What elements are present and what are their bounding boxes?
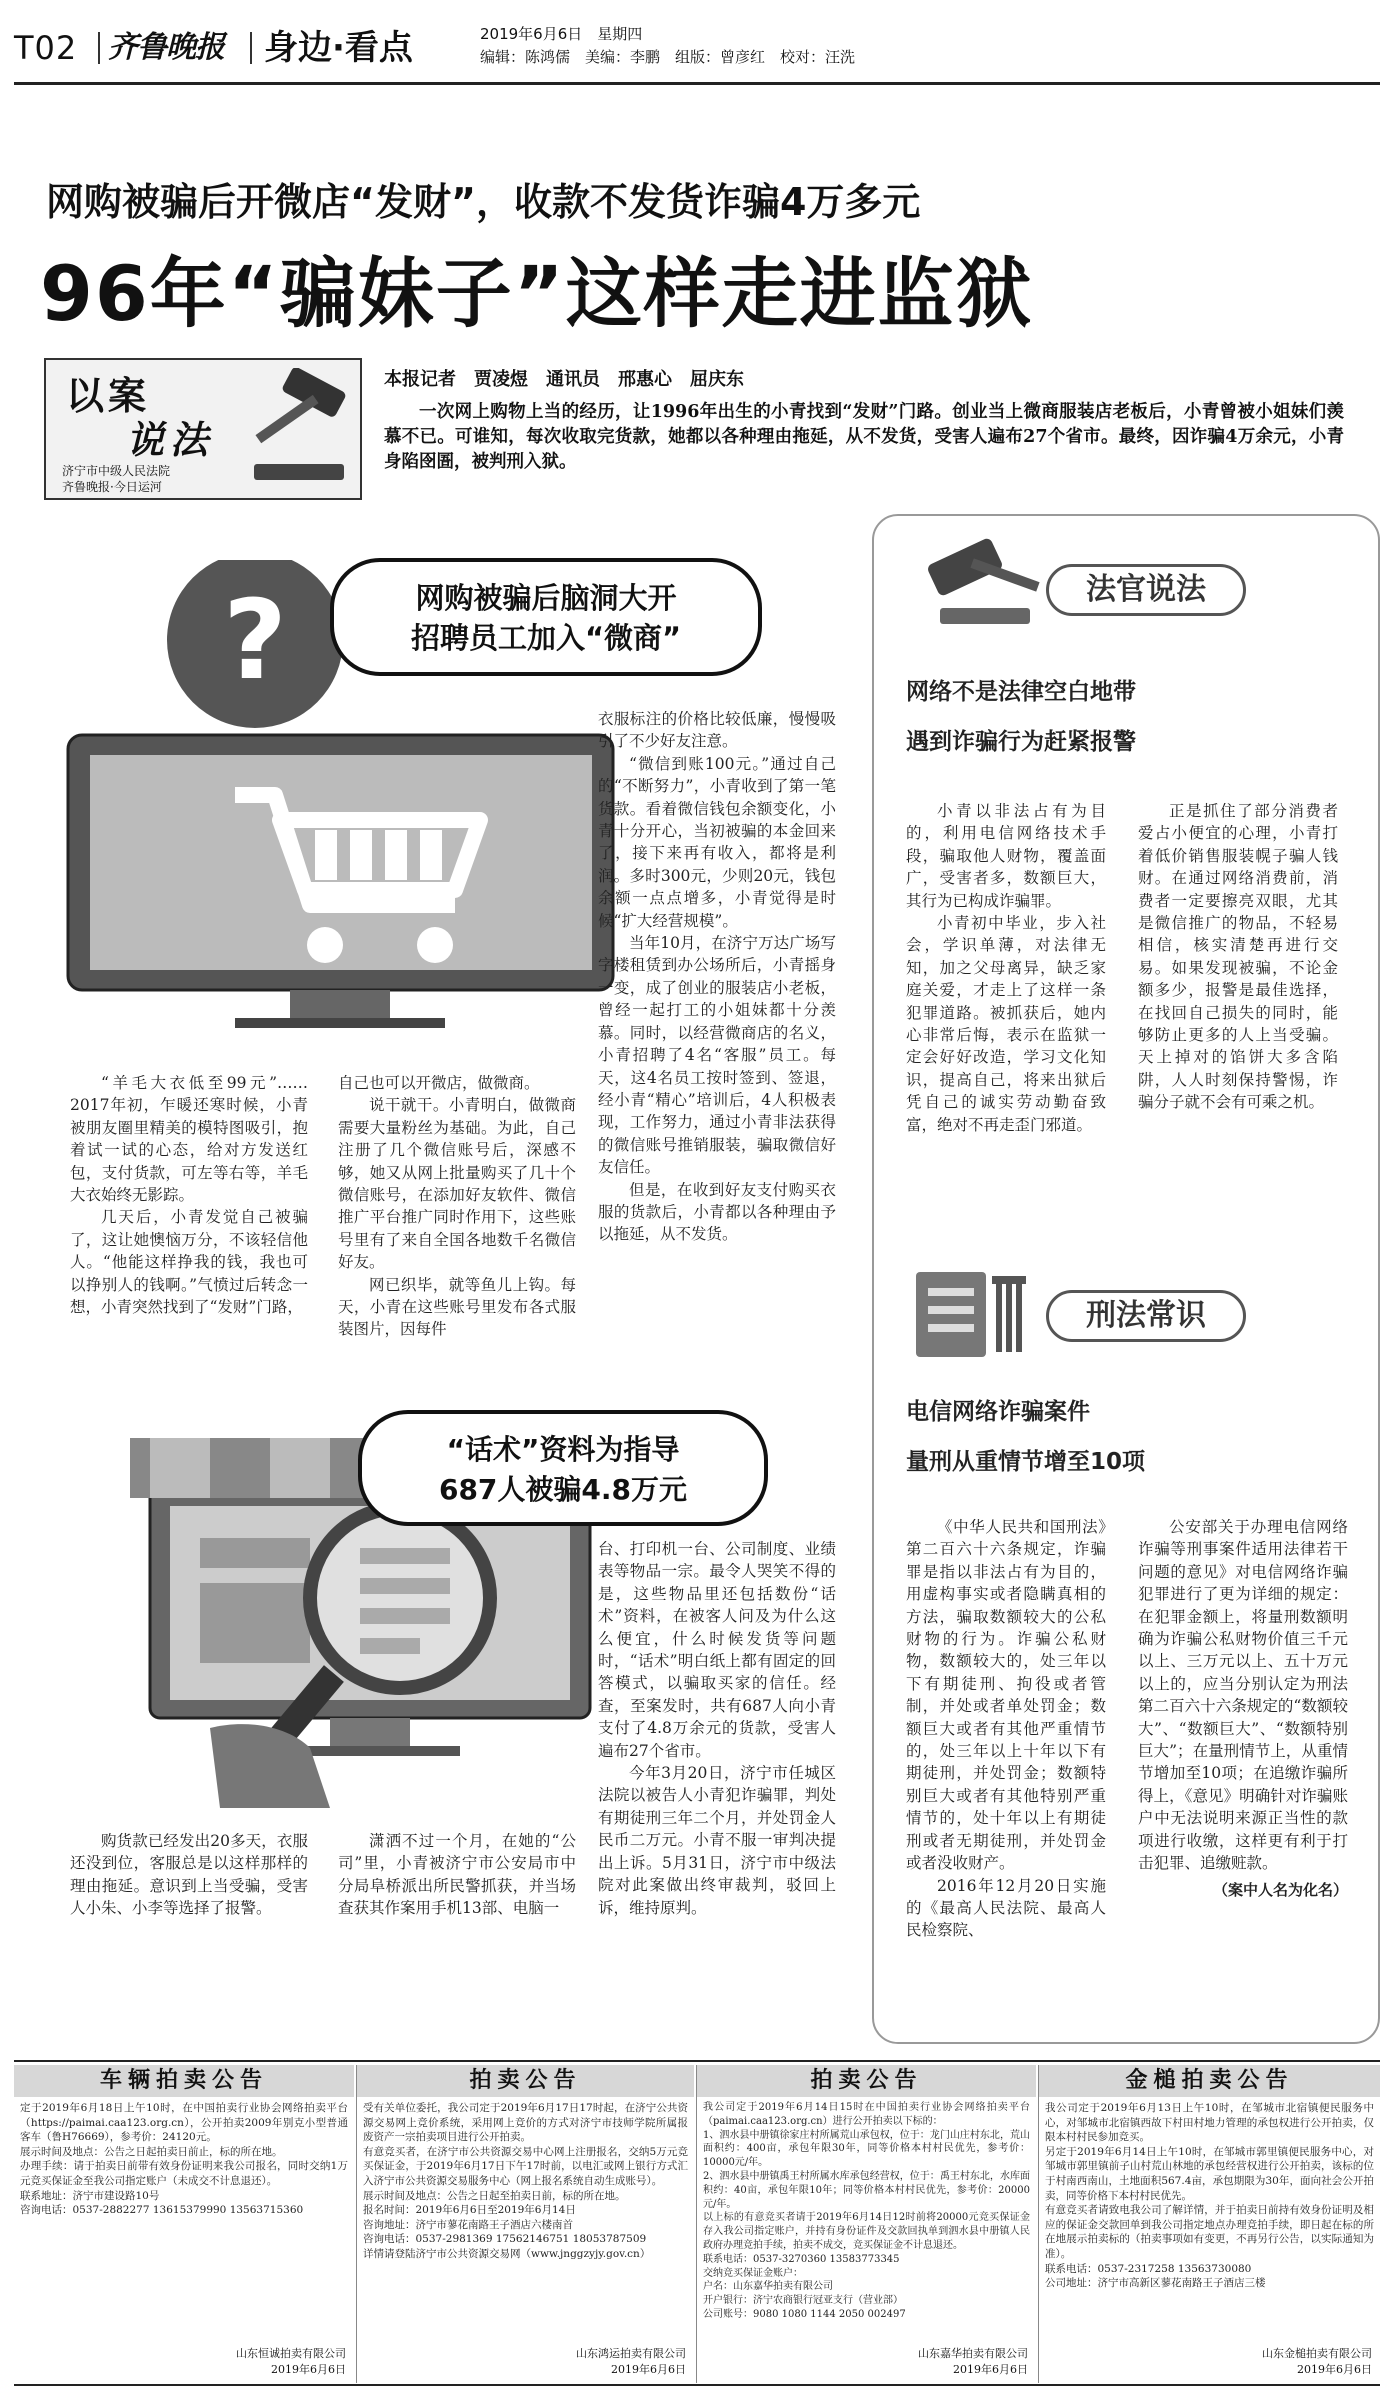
- ad-line: 展示时间及地点：公告之日起拍卖日前止，标的所在地。: [20, 2145, 283, 2158]
- ad-line: 联系地址：济宁市建设路10号: [20, 2189, 160, 2202]
- section1-col3: [598, 708, 836, 1246]
- law-book-icon: [906, 1262, 1036, 1362]
- ad-line: 1、泗水县中册镇徐家庄村所属荒山承包权，位于：龙门山庄村东北，荒山面积约：400亩，承包年限30年，同等价格本村村民优先，参考价：10000元/年。: [703, 2129, 1030, 2169]
- kicker: 网购被骗后开微店“发财”，收款不发货诈骗4万多元: [46, 180, 921, 224]
- subhead-bubble-2: [358, 1410, 768, 1526]
- paragraph: 小青初中毕业，步入社会，学识单薄，对法律无知，加之父母离异，缺乏家庭关爱，才走上了这样一条犯罪道路。被抓获后，她内心非常后悔，表示在监狱一定会好好改造，学习文化知识，提高自己，将来出狱后凭自己的诚实劳动勤奋致富，绝对不再走歪门邪道。: [906, 914, 1106, 1134]
- ad-line: 户名：山东嘉华拍卖有限公司: [703, 2281, 833, 2293]
- sidebar-s2-col2: [1138, 1516, 1348, 1901]
- ad-line: 咨询电话：0537-2882277 13615379990 13563715360: [20, 2204, 304, 2217]
- gavel-icon: [244, 368, 354, 488]
- masthead-rule: [14, 82, 1380, 85]
- sidebar-head-2: [906, 1392, 1145, 1482]
- subhead-1-line-2: 招聘员工加入“微商”: [410, 621, 682, 655]
- ad-line: 公司账号：9080 1080 1144 2050 002497: [703, 2308, 906, 2320]
- paragraph: 公安部关于办理电信网络诈骗等刑事案件适用法律若干问题的意见》对电信网络诈骗犯罪进行了更为详细的规定：在犯罪金额上，将量刑数额明确为诈骗公私财物价值三千元以上、三万元以上、五十万元以上的，应当分别认定为刑法第二百六十六条规定的“数额较大”、“数额巨大”、“数额特别巨大”；在量刑情节上，从重情节增加至10项；在追缴诈骗所得上，《意见》明确针对诈骗账户中无法说明来源正当性的款项进行收缴，这样更有利于打击犯罪、追缴赃款。: [1138, 1518, 1348, 1873]
- paragraph: “羊毛大衣低至99元”……2017年初，乍暖还寒时候，小青被朋友圈里精美的模特图吸引，抱着试一试的心态，给对方发送红包，支付货款，可左等右等，羊毛大衣始终无影踪。: [70, 1074, 308, 1205]
- paragraph: 2016年12月20日实施的《最高人民法院、最高人民检察院、: [906, 1876, 1106, 1940]
- ad-hammer-auction: [1038, 2065, 1380, 2383]
- tag-judge-says: 法官说法: [1046, 564, 1246, 616]
- paragraph: 台、打印机一台、公司制度、业绩表等物品一宗。最令人哭笑不得的是，这些物品里还包括数份“话术”资料，在被客人问及为什么这么便宜，什么时候发货等问题时，“话术”明白纸上都有固定的回答模式，以骗取买家的信任。经查，至案发时，共有687人向小青支付了4.8万余元的货款，受害人遍布27个省市。: [598, 1540, 836, 1760]
- section-title: 身边·看点: [264, 28, 413, 68]
- ad-line: 我公司定于2019年6月13日上午10时，在邹城市北宿镇便民服务中心，对邹城市北宿镇西故下村田村地力管理的承包权进行公开拍卖，仅限本村村民参加竞买。: [1045, 2102, 1374, 2144]
- ad-title: 拍卖公告: [697, 2065, 1036, 2097]
- column-logo-text-2: 说法: [126, 418, 215, 462]
- sidebar-head-1-line-1: 网络不是法律空白地带: [906, 679, 1136, 705]
- ad-line: 咨询电话：0537-2981369 17562146751 18053787509: [363, 2233, 647, 2246]
- ad-line: 定于2019年6月18日上午10时，在中国拍卖行业协会网络拍卖平台（https://paimai.caa123.org.cn），公开拍卖2009年别克小型普通客车（鲁H76669），参考价：24120元。: [20, 2102, 348, 2144]
- ad-line: 详情请登陆济宁市公共资源交易网（www.jnggzyjy.gov.cn）: [363, 2247, 651, 2260]
- paragraph: 几天后，小青发觉自己被骗了，这让她懊恼万分，不该轻信他人。“他能这样挣我的钱，我也可以挣别人的钱啊。”气愤过后转念一想，小青突然找到了“发财”门路，: [70, 1208, 308, 1317]
- ad-line: 开户银行：济宁农商银行冠亚支行（营业部）: [703, 2295, 903, 2307]
- paragraph: 自己也可以开微店，做微商。: [338, 1074, 540, 1092]
- sidebar-s1-col2: [1138, 800, 1338, 1114]
- ad-date: 2019年6月6日: [1297, 2363, 1372, 2376]
- headline: 96年“骗妹子”这样走进监狱: [40, 249, 1034, 338]
- ad-date: 2019年6月6日: [271, 2363, 346, 2376]
- ads-top-rule: [14, 2060, 1380, 2062]
- date-line: 2019年6月6日 星期四: [480, 25, 643, 43]
- ad-line: 咨询地址：济宁市蓼花南路王子酒店六楼南首: [363, 2218, 573, 2231]
- name-note: （案中人名为化名）: [1212, 1880, 1348, 1899]
- ad-body: [1045, 2101, 1374, 2291]
- ad-line: 以上标的有意竞买者请于2019年6月14日12时前将20000元竞买保证金存入我公司指定账户，并持有身份证件及交款回执单到泗水县中册镇人民政府办理竞拍手续，拍卖不成交，竞买保证金不计息退还。: [703, 2212, 1030, 2251]
- section1-col1: [70, 1072, 308, 1318]
- paragraph: 潇洒不过一个月，在她的“公司”里，小青被济宁市公安局市中分局阜桥派出所民警抓获，并当场查获其作案用手机13部、电脑一: [338, 1832, 576, 1918]
- ad-body: [363, 2101, 688, 2262]
- ad-auction-2: [696, 2065, 1036, 2383]
- ad-line: 办理手续：请于拍卖日前带有效身份证明来我公司报名，同时交纳1万元竞买保证金至我公司指定账户（未成交不计息退还）。: [20, 2160, 348, 2187]
- sidebar-head-1-line-2: 遇到诈骗行为赶紧报警: [906, 729, 1136, 755]
- section2-col3: [598, 1538, 836, 1919]
- ad-title: 金槌拍卖公告: [1039, 2065, 1380, 2097]
- paragraph: 正是抓住了部分消费者爱占小便宜的心理，小青打着低价销售服装幌子骗人钱财。在通过网络消费前，消费者一定要擦亮双眼，尤其是微信推广的物品，不轻易相信，核实清楚再进行交易。如果发现被骗，不论金额多少，报警是最佳选择，在找回自己损失的同时，能够防止更多的人上当受骗。天上掉对的馅饼大多含陷阱，人人时刻保持警惕，诈骗分子就不会有可乘之机。: [1138, 802, 1338, 1112]
- ad-signer: 山东金槌拍卖有限公司: [1262, 2347, 1372, 2360]
- paragraph: 当年10月，在济宁万达广场写字楼租赁到办公场所后，小青摇身一变，成了创业的服装店小老板，曾经一起打工的小姐妹都十分羡慕。同时，以经营微商店的名义，小青招聘了4名“客服”员工。每天，这4名员工按时签到、签退，经小青“精心”培训后，4人积极表现，工作努力，通过小青非法获得的微信账号推销服装，骗取微信好友信任。: [598, 934, 836, 1177]
- sidebar-s1-col1: [906, 800, 1106, 1136]
- paper-logo: 齐鲁晚报: [108, 30, 224, 65]
- editors-line: 编辑：陈鸿儒 美编：李鹏 组版：曾彦红 校对：汪洗: [480, 48, 856, 66]
- ad-signer: 山东嘉华拍卖有限公司: [918, 2347, 1028, 2360]
- paragraph: 购货款已经发出20多天，衣服还没到位，客服总是以这样那样的理由拖延。意识到上当受骗，受害人小朱、小李等选择了报警。: [70, 1832, 308, 1918]
- section2-col1: [70, 1830, 308, 1920]
- page-number: T02: [14, 29, 78, 67]
- gavel-icon: [900, 530, 1040, 630]
- masthead-divider: [250, 32, 252, 64]
- ads-bottom-rule: [14, 2384, 1380, 2386]
- ad-line: 受有关单位委托，我公司定于2019年6月17日17时起，在济宁公共资源交易网上竞价系统，采用网上竞价的方式对济宁市技师学院所属报废资产一宗拍卖项目进行公开拍卖。: [363, 2102, 688, 2144]
- sidebar-s2-col1: [906, 1516, 1106, 1942]
- ad-line: 有意竞买者，在济宁市公共资源交易中心网上注册报名，交纳5万元竞买保证金，于2019年6月17日下午17时前，以电汇或网上银行方式汇入济宁市公共资源交易服务中心（网上报名系统自动生成账号）。: [363, 2145, 688, 2187]
- ad-line: 交纳竞买保证金账户：: [703, 2267, 803, 2279]
- ad-title: 车辆拍卖公告: [14, 2065, 354, 2097]
- paragraph: 网已织毕，就等鱼儿上钩。每天，小青在这些账号里发布各式服装图片，因每件: [338, 1275, 576, 1339]
- subhead-2-line-1: “话术”资料为指导: [446, 1433, 680, 1466]
- sidebar-head-1: [906, 672, 1136, 762]
- ad-signer: 山东恒诚拍卖有限公司: [236, 2347, 346, 2360]
- ad-body: [20, 2101, 348, 2218]
- ad-date: 2019年6月6日: [611, 2363, 686, 2376]
- section2-col2: [338, 1830, 576, 1920]
- ad-line: 有意竞买者请致电我公司了解详情，并于拍卖日前持有效身份证明及相应的保证金交款回单到我公司指定地点办理竞拍手续，即日起在标的所在地展示拍卖标的（拍卖事项如有变更，不再另行公告，以实际通知为准）。: [1045, 2204, 1374, 2260]
- paragraph: 《中华人民共和国刑法》第二百六十六条规定，诈骗罪是指以非法占有为目的，用虚构事实或者隐瞒真相的方法，骗取数额较大的公私财物的行为。诈骗公私财物，数额较大的，处三年以下有期徒刑、拘役或者管制，并处或者单处罚金；数额巨大或者有其他严重情节的，处三年以上十年以下有期徒刑，并处罚金；数额特别巨大或者有其他特别严重情节的，处十年以上有期徒刑或者无期徒刑，并处罚金或者没收财产。: [906, 1518, 1106, 1873]
- ad-line: 2、泗水县中册镇禹王村所属水库承包经营权，位于：禹王村东北，水库面积约：40亩，承包年限10年；同等价格本村村民优先，参考价：20000元/年。: [703, 2170, 1030, 2210]
- subhead-1-line-1: 网购被骗后脑洞大开: [415, 581, 677, 615]
- subhead-2-line-2: 687人被骗4.8万元: [438, 1473, 688, 1506]
- ad-auction-1: [356, 2065, 694, 2383]
- column-logo-org-2: 齐鲁晚报·今日运河: [62, 480, 162, 494]
- ad-date: 2019年6月6日: [953, 2363, 1028, 2376]
- byline: 本报记者 贾凌煜 通讯员 邢惠心 屈庆东: [384, 369, 744, 390]
- column-logo-org-1: 济宁市中级人民法院: [62, 464, 171, 478]
- paragraph: 衣服标注的价格比较低廉，慢慢吸引了不少好友注意。: [598, 710, 836, 751]
- section1-col2: [338, 1072, 576, 1341]
- subhead-bubble-1: [330, 558, 762, 676]
- paragraph: 但是，在收到好友支付购买衣服的货款后，小青都以各种理由予以拖延，从不发货。: [598, 1180, 836, 1244]
- column-logo: [44, 358, 362, 500]
- svg-text:?: ?: [223, 576, 287, 704]
- ad-line: 联系电话：0537-2317258 13563730080: [1045, 2262, 1252, 2275]
- ad-line: 展示时间及地点：公告之日起至拍卖日前，标的所在地。: [363, 2189, 626, 2202]
- tag-criminal-law: 刑法常识: [1046, 1290, 1246, 1342]
- ad-line: 联系电话：0537-3270360 13583773345: [703, 2253, 900, 2265]
- paragraph: “微信到账100元。”通过自己的“不断努力”，小青收到了第一笔货款。看着微信钱包余额变化，小青十分开心，当初被骗的本金回来了，接下来再有收入，都将是利润。多时300元，少则20元，钱包余额一点点增多，小青觉得是时候“扩大经营规模”。: [598, 754, 836, 930]
- paragraph: 说干就干。小青明白，做微商需要大量粉丝为基础。为此，自己注册了几个微信账号后，深感不够，她又从网上批量购买了几十个微信账号，在添加好友软件、微信推广平台推广同时作用下，这些账号里有了来自全国各地数千名微信好友。: [338, 1096, 576, 1272]
- ad-line: 公司地址：济宁市高新区蓼花南路王子酒店三楼: [1045, 2277, 1266, 2290]
- sidebar-head-2-line-2: 量刑从重情节增至10项: [906, 1449, 1146, 1475]
- lead-paragraph: [384, 400, 1344, 475]
- ad-line: 另定于2019年6月14日上午10时，在邹城市郭里镇便民服务中心，对邹城市郭里镇前子山村荒山林地的承包经营权进行公开拍卖，该标的位于村南西南山，土地面积567.4亩，承包期限为30年，面向社会公开拍卖，同等价格下本村村民优先。: [1045, 2145, 1374, 2202]
- paragraph: 今年3月20日，济宁市任城区法院以被告人小青犯诈骗罪，判处有期徒刑三年二个月，并处罚金人民币二万元。小青不服一审判决提出上诉。5月31日，济宁市中级法院对此案做出终审裁判，驳回上诉，维持原判。: [598, 1764, 836, 1917]
- ad-signer: 山东鸿运拍卖有限公司: [576, 2347, 686, 2360]
- column-logo-text-1: 以案: [66, 374, 151, 418]
- ad-title: 拍卖公告: [357, 2065, 694, 2097]
- ad-body: [703, 2101, 1030, 2322]
- paragraph: 小青以非法占有为目的，利用电信网络技术手段，骗取他人财物，覆盖面广，受害者多，数额巨大，其行为已构成诈骗罪。: [906, 802, 1106, 910]
- ad-vehicle-auction: [14, 2065, 354, 2383]
- lead-text: 一次网上购物上当的经历，让1996年出生的小青找到“发财”门路。创业当上微商服装店老板后，小青曾被小姐妹们羡慕不已。可谁知，每次收取完货款，她都以各种理由拖延，从不发货，受害人遍布27个省市。最终，因诈骗4万余元，小青身陷囹圄，被判刑入狱。: [384, 402, 1344, 472]
- ad-line: 报名时间：2019年6月6日至2019年6月14日: [363, 2204, 576, 2217]
- ad-line: 我公司定于2019年6月14日15时在中国拍卖行业协会网络拍卖平台（paimai.caa123.org.cn）进行公开拍卖以下标的：: [703, 2102, 1030, 2127]
- masthead-divider: [98, 32, 100, 64]
- sidebar-head-2-line-1: 电信网络诈骗案件: [906, 1399, 1090, 1425]
